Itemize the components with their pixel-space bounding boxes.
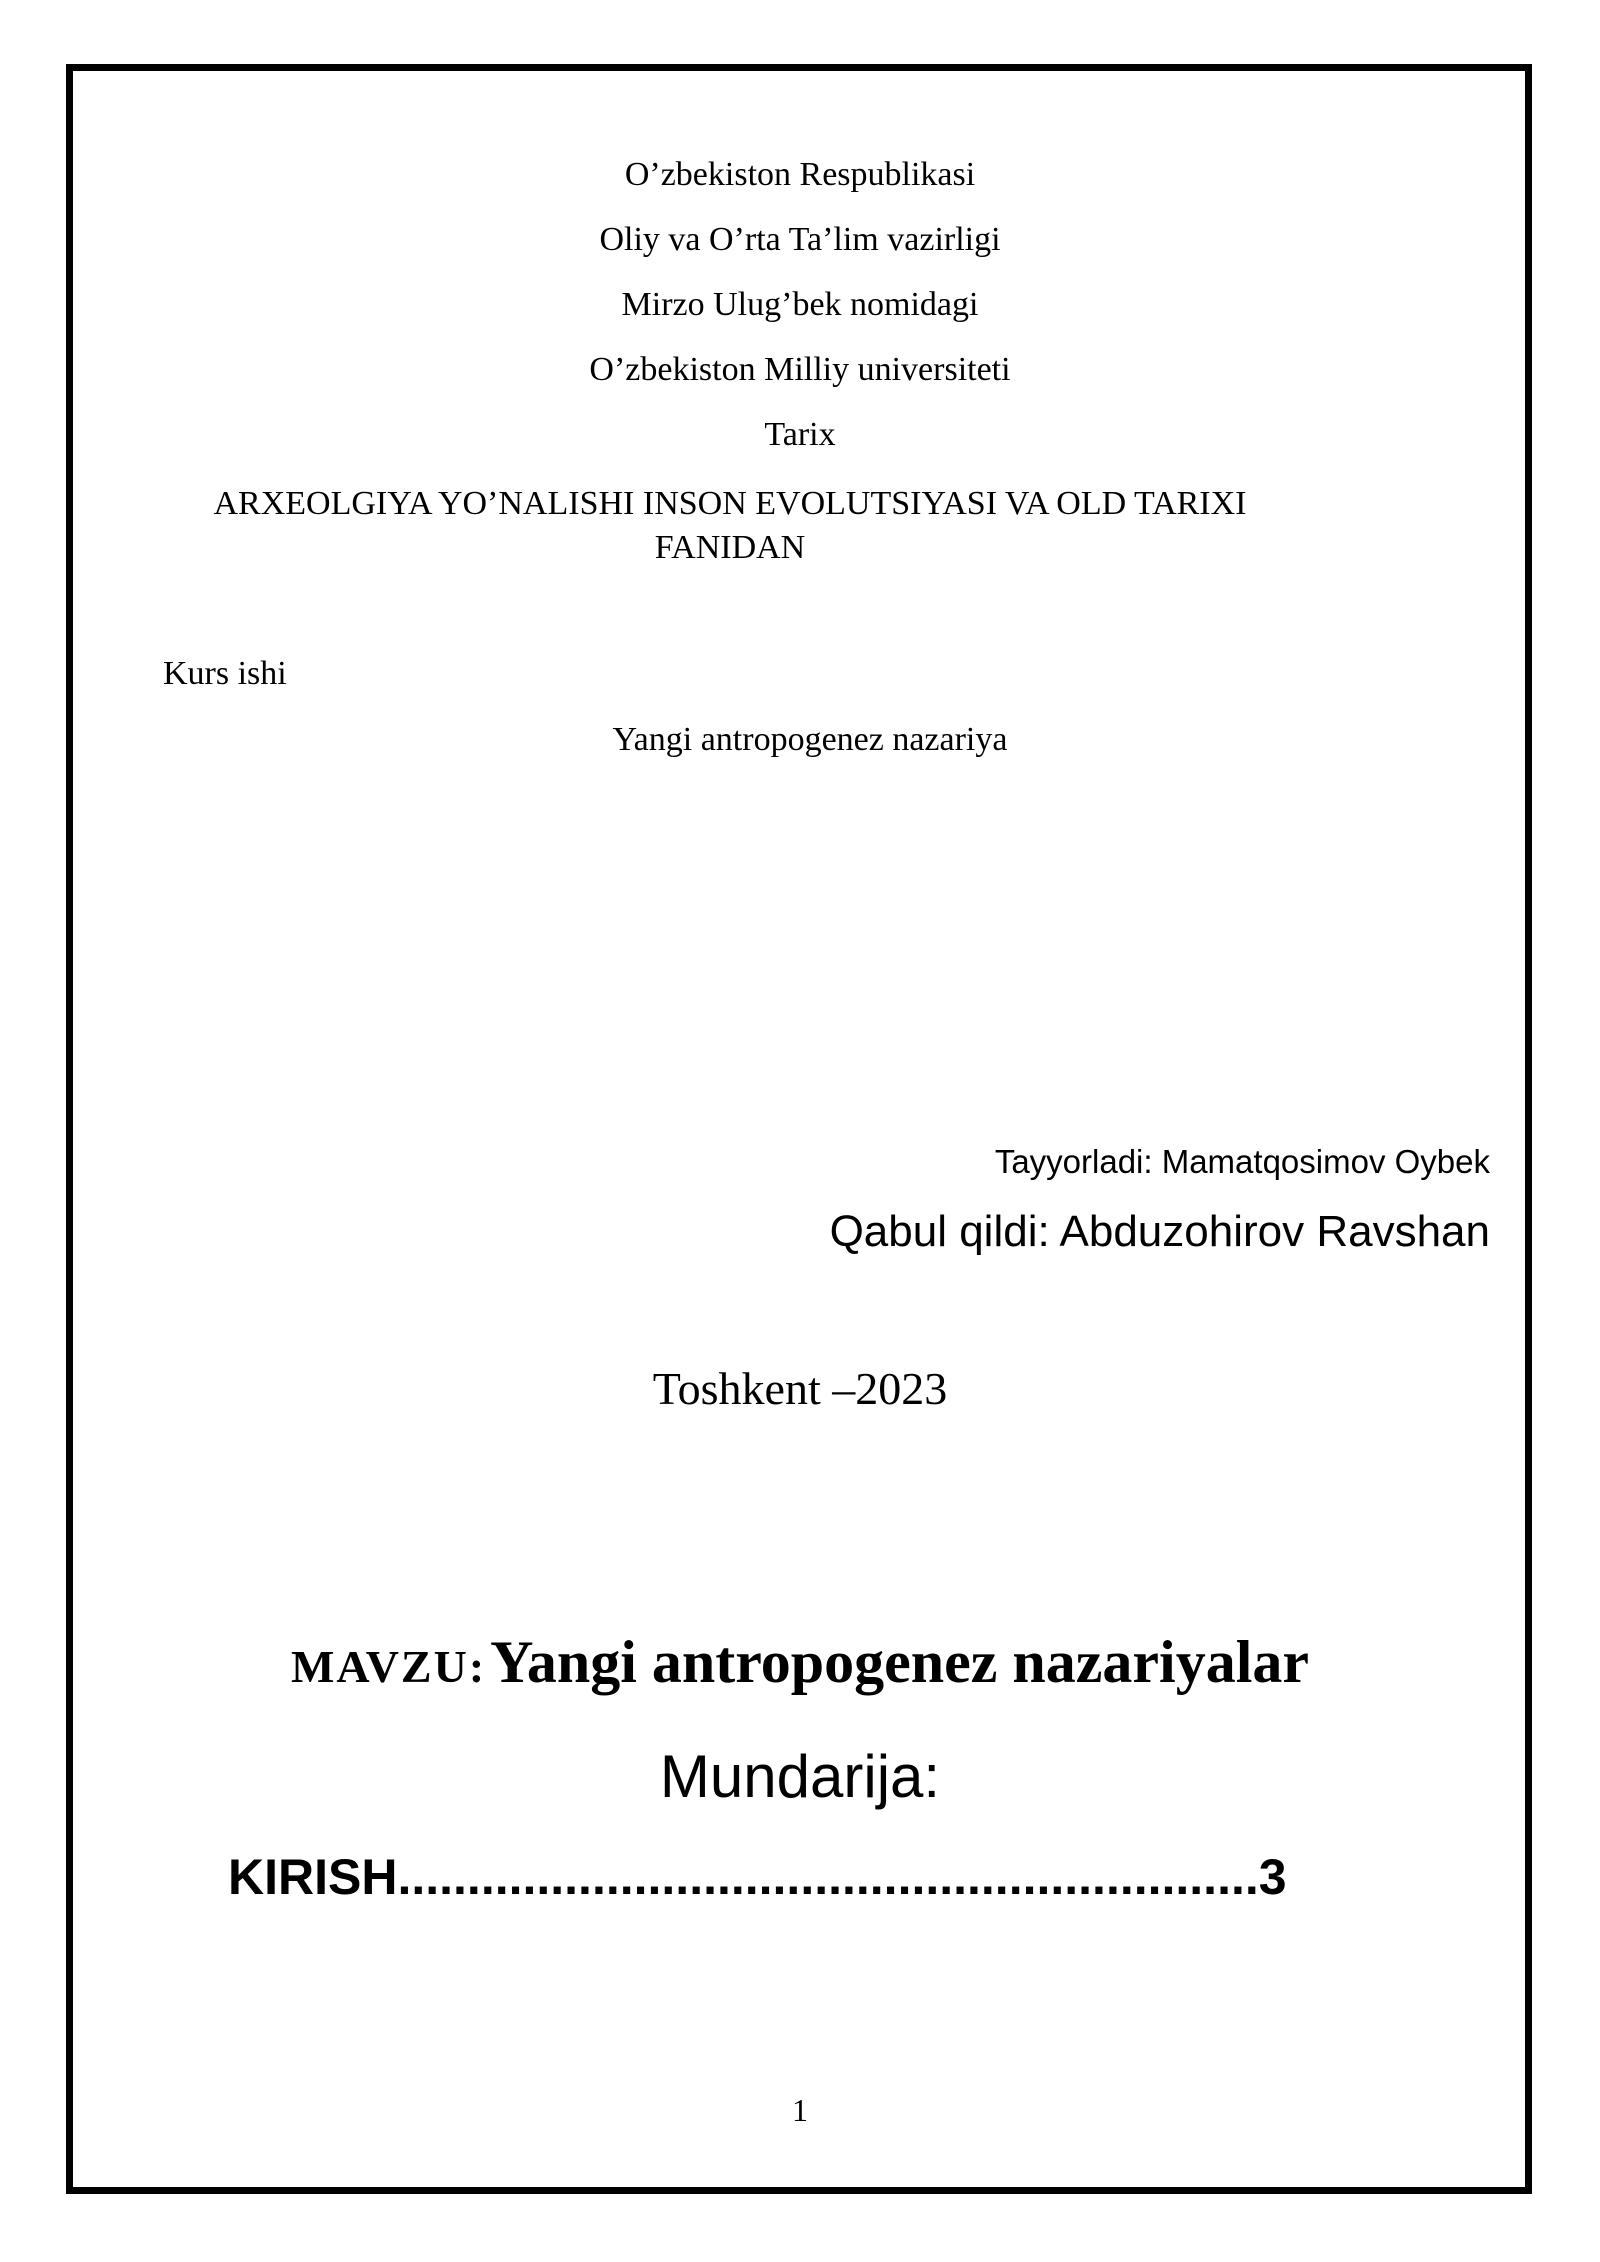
prepared-by: Tayyorladi: Mamatqosimov Oybek	[994, 1143, 1490, 1180]
city-year: Toshkent –2023	[652, 1363, 948, 1414]
course-topic: Yangi antropogenez nazariya	[612, 721, 1008, 758]
toc-entry-dots: ..............................................................	[397, 1849, 1259, 1905]
course-work-label: Kurs ishi	[163, 655, 287, 692]
header-line-faculty: Tarix	[764, 416, 836, 453]
toc-entry-label: KIRISH	[228, 1849, 398, 1905]
header-line-republic: O’zbekiston Respublikasi	[624, 156, 976, 193]
header-line-university: O’zbekiston Milliy universiteti	[589, 351, 1011, 388]
contents-title: Mundarija:	[659, 1743, 941, 1810]
page-number: 1	[792, 2092, 808, 2128]
subject-heading	[0, 1628, 1600, 1697]
toc-entry	[228, 1848, 1287, 1906]
header-line-named-after: Mirzo Ulug’bek nomidagi	[621, 286, 979, 323]
accepted-by: Qabul qildi: Abduzohirov Ravshan	[829, 1207, 1490, 1256]
course-subject-heading: ARXEOLGIYA YO’NALISHI INSON EVOLUTSIYASI VA OLD TARIXI FANIDAN	[213, 485, 1247, 566]
subject-label: MAVZU:	[290, 1641, 487, 1692]
header-line-ministry: Oliy va O’rta Ta’lim vazirligi	[599, 221, 1001, 258]
subject-title: Yangi antropogenez nazariyalar	[490, 1629, 1309, 1695]
toc-entry-page: 3	[1258, 1849, 1287, 1905]
